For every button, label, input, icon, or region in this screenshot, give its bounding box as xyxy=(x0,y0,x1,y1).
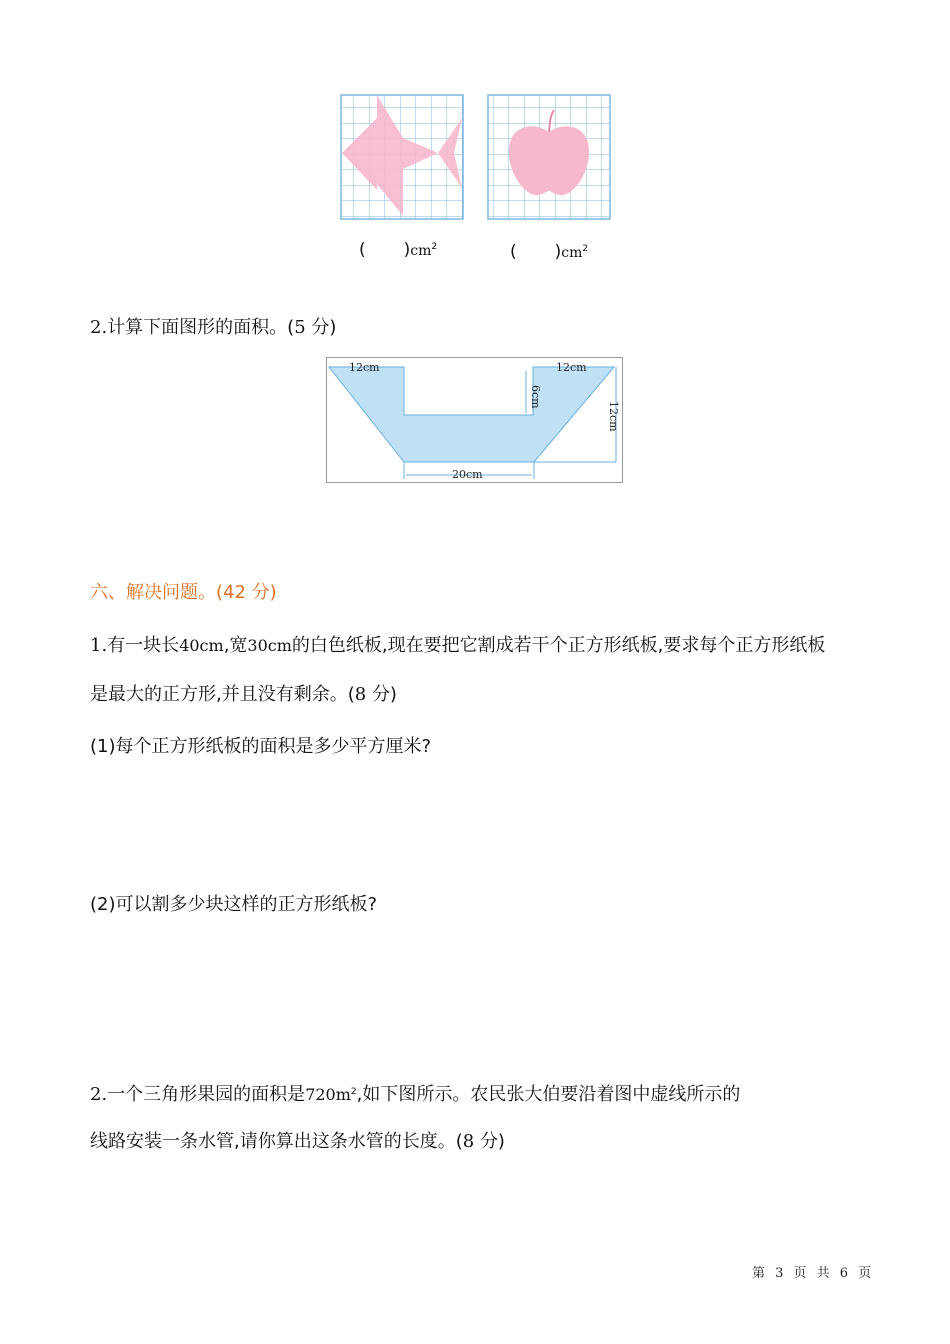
section-6-heading: 六、解决问题。(42 分) xyxy=(90,582,277,603)
grid-figures xyxy=(338,92,613,222)
dim-top-left: 12cm xyxy=(349,361,380,374)
trapezoid-diagram xyxy=(326,357,626,485)
fish-grid xyxy=(341,95,463,219)
dim-top-right: 12cm xyxy=(556,361,587,374)
problem-1-line1: 1.有一块长40cm,宽30cm的白色纸板,现在要把它割成若干个正方形纸板,要求每个正方形纸板 xyxy=(90,635,826,656)
fish-answer-blank: ( )$cm^2$ xyxy=(359,240,438,260)
dim-height: 12cm xyxy=(607,401,620,432)
apple-answer-blank: ( )$cm^2$ xyxy=(510,242,589,262)
problem-2-line1: 2.一个三角形果园的面积是$720m^2$,如下图所示。农民张大伯要沿着图中虚线所示的 xyxy=(90,1084,741,1105)
problem-1-line2: 是最大的正方形,并且没有剩余。(8 分) xyxy=(90,684,397,705)
dim-notch-depth: 6cm xyxy=(529,385,542,409)
dim-bottom: 20cm xyxy=(452,468,483,481)
page-footer: 第 3 页 共 6 页 xyxy=(752,1266,875,1281)
problem-1-sub1: (1)每个正方形纸板的面积是多少平方厘米? xyxy=(90,736,432,757)
problem-2-line2: 线路安装一条水管,请你算出这条水管的长度。(8 分) xyxy=(90,1131,505,1152)
question-2-title: 2.计算下面图形的面积。(5 分) xyxy=(90,317,337,338)
problem-1-sub2: (2)可以割多少块这样的正方形纸板? xyxy=(90,894,378,915)
apple-shape xyxy=(509,126,589,195)
apple-grid xyxy=(488,95,610,219)
